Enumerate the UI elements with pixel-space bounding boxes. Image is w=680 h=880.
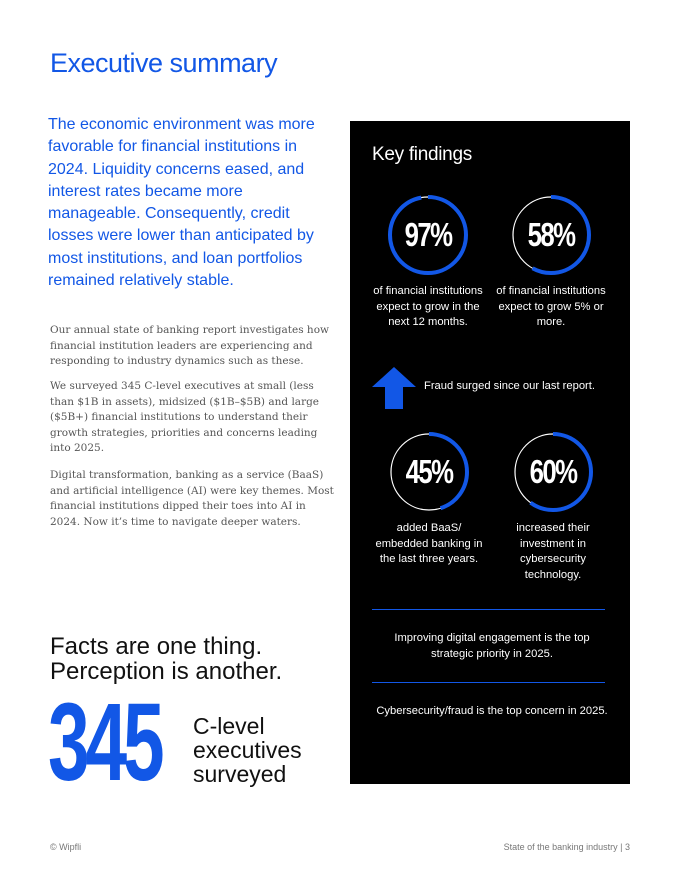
cybersecurity-note: Cybersecurity/fraud is the top concern in 2025.	[376, 705, 608, 717]
digital-engagement-note: Improving digital engagement is the top strategic priority in 2025.	[394, 632, 590, 660]
stat-label: of financial institutions expect to grow in the next 12 months.	[373, 285, 483, 329]
stat-grow-5-percent	[491, 194, 611, 331]
footer-page-info: State of the banking industry | 3	[503, 842, 630, 852]
stat-ring	[512, 431, 594, 513]
page-title: Executive summary	[50, 48, 278, 78]
arrow-up-icon	[372, 367, 416, 409]
facts-heading	[50, 634, 340, 684]
stat-value: 58%	[527, 216, 575, 253]
facts-line-1: Facts are one thing.	[50, 633, 263, 660]
stat-ring	[510, 194, 592, 276]
stat-grow-12-months	[368, 194, 488, 331]
stat-baas	[369, 431, 489, 568]
stat-label: added BaaS/ embedded banking in the last three years.	[375, 522, 483, 566]
fraud-statement: Fraud surged since our last report.	[424, 380, 596, 392]
divider	[372, 609, 605, 610]
key-findings-title: Key findings	[372, 144, 472, 165]
lead-paragraph: The economic environment was more favorable for financial institutions in 2024. Liquidity concerns eased, and interest rates became more manageable. Consequently, credit losses were lower than anticipated by most institutions, and loan portfolios remained relatively stable.	[48, 116, 315, 290]
stat-label: of financial institutions expect to grow 5% or more.	[496, 285, 606, 329]
stat-ring	[388, 431, 470, 513]
stat-value: 45%	[405, 453, 453, 490]
executives-count-label: C-level executives surveyed	[193, 713, 302, 787]
key-findings-panel	[350, 121, 630, 784]
body-paragraph-1: Our annual state of banking report investigates how financial institution leaders are experiencing and responding to industry dynamics such as these.	[50, 324, 329, 368]
body-paragraph-2: We surveyed 345 C-level executives at small (less than $1B in assets), midsized ($1B–$5B) and large ($5B+) financial institutions to understand their growth strategies, priorities and concerns leading into 2025.	[50, 380, 320, 455]
divider	[372, 682, 605, 683]
stat-value: 60%	[529, 453, 577, 490]
stat-cybersecurity	[493, 431, 613, 583]
footer-copyright: © Wipfli	[50, 842, 82, 852]
stat-ring	[387, 194, 469, 276]
stat-label: increased their investment in cybersecurity technology.	[516, 522, 590, 581]
facts-line-2: Perception is another.	[50, 658, 283, 685]
executives-count: 345	[48, 681, 161, 804]
stat-value: 97%	[404, 216, 452, 253]
body-paragraph-3: Digital transformation, banking as a service (BaaS) and artificial intelligence (AI) were key themes. Most financial institutions dipped their toes into AI in 2024. Now it’s time to navigate deeper waters.	[50, 469, 334, 528]
